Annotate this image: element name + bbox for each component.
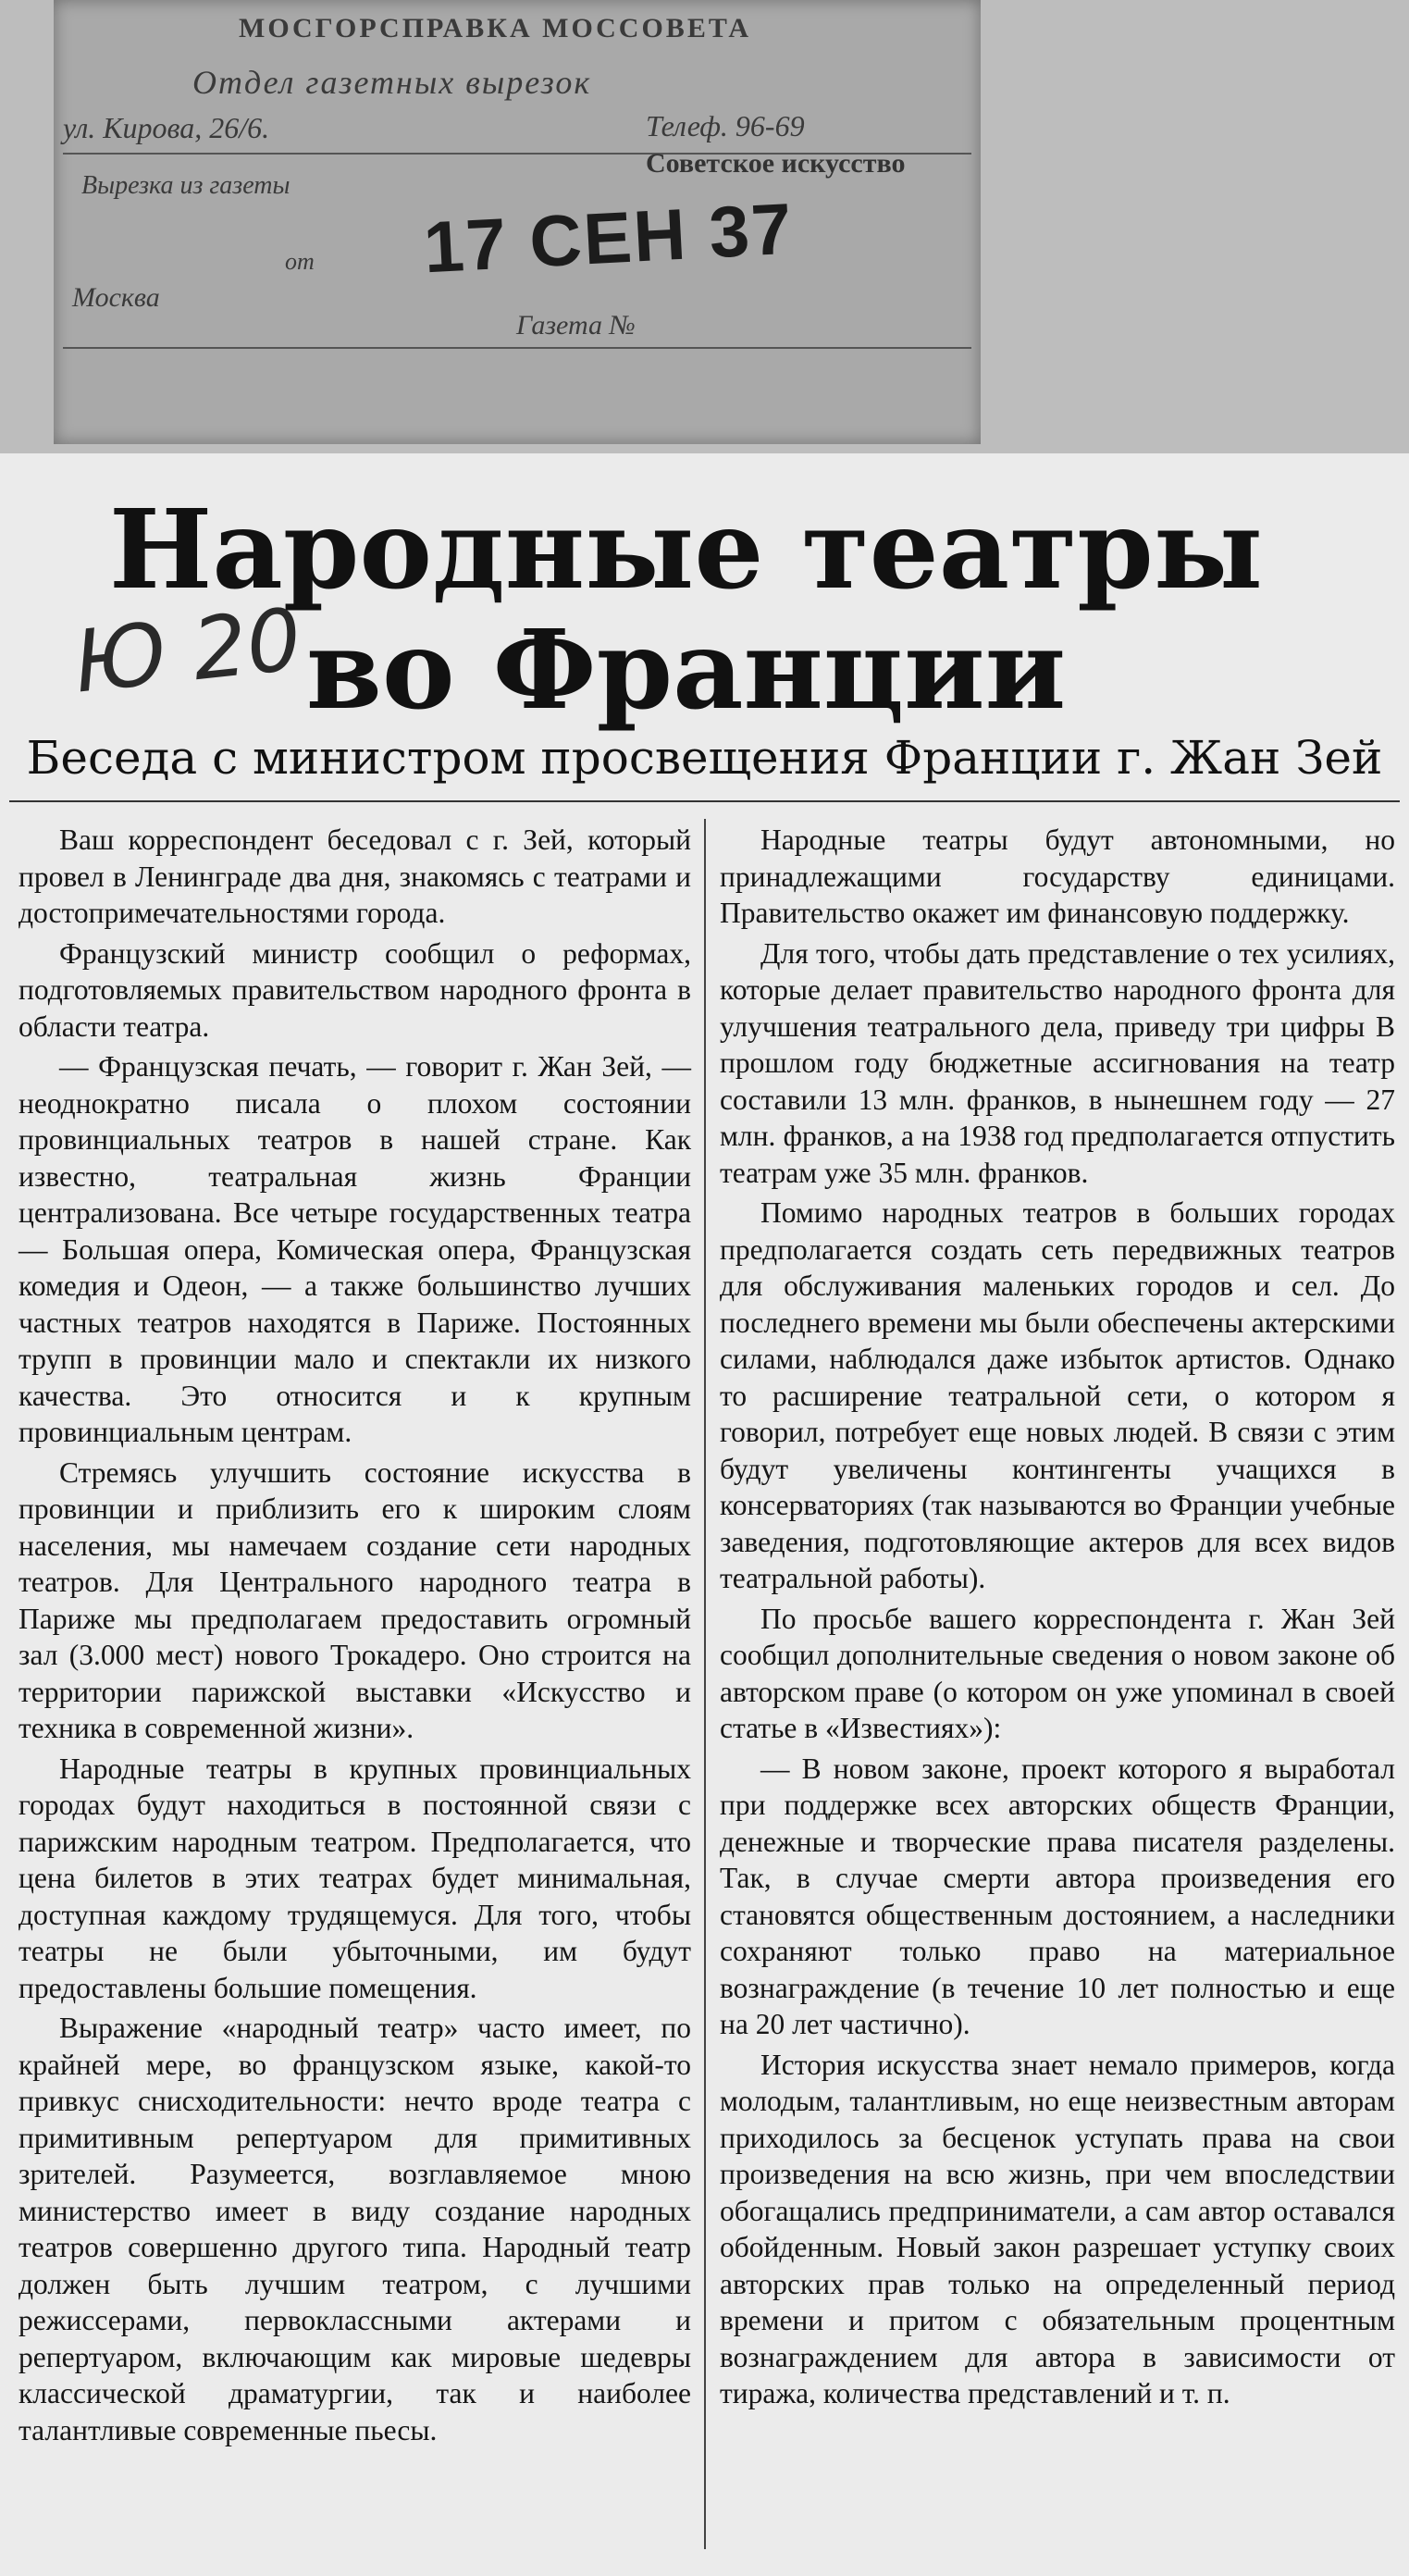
slip-newspaper-name: Советское искусство xyxy=(646,148,906,179)
slip-address: ул. Кирова, 26/6. xyxy=(63,111,270,144)
slip-city: Москва xyxy=(72,282,160,313)
subtitle-rule xyxy=(9,800,1400,802)
slip-from-label: от xyxy=(285,248,315,275)
paragraph: — Французская печать, — говорит г. Жан Зей, — неоднократно писала о плохом состоянии провинциальных театров в нашей стране. Как известно, театральная жизнь Франции централизована. Все четыре государственных театра — Большая опера, Комическая опера, Французская комедия и Одеон, — а также большинство лучших частных театров находятся в Париже. Постоянных трупп в провинции мало и спектакли их низкого качества. Это относится и к крупным провинциальным центрам. xyxy=(19,1050,691,1448)
slip-phone: Телеф. 96-69 xyxy=(646,109,805,142)
paragraph: — В новом законе, проект которого я выработал при поддержке всех авторских обществ Франции, денежные и творческие права писателя разделены. Так, в случае смерти автора произведения его становятся общественным достоянием, а наследники сохраняют только право на материальное вознаграждение (в течение 10 лет полностью и еще на 20 лет частично). xyxy=(720,1752,1395,2040)
slip-gazette-number: Газета № xyxy=(516,310,636,341)
date-stamp: 17 СЕН 37 xyxy=(421,187,796,289)
headline-line-2: во Франции xyxy=(305,605,1067,734)
slip-department: Отдел газетных вырезок xyxy=(192,64,592,101)
slip-organization: МОСГОРСПРАВКА МОССОВЕТА xyxy=(239,13,752,43)
column-divider xyxy=(704,819,706,2549)
slip-divider xyxy=(63,347,971,349)
headline-line-1: Народные театры xyxy=(108,485,1264,613)
newspaper-clipping xyxy=(0,453,1409,2576)
clipping-service-slip xyxy=(54,0,981,444)
paragraph: Помимо народных театров в больших городах предполагается создать сеть передвижных театров для обслуживания маленьких городов и сел. До последнего времени мы были обеспечены актерскими силами, наблюдался даже избыток артистов. Однако то расширение театральной сети, о котором я говорил, потребует еще новых людей. В связи с этим будут увеличены контингенты учащихся в консерваториях (так называются во Франции учебные заведения, подготовляющие актеров для всех видов театральной работы). xyxy=(720,1196,1395,1594)
article-subtitle: Беседа с министром просвещения Франции г. Жан Зей xyxy=(26,731,1383,785)
paragraph: Выражение «народный театр» часто имеет, по крайней мере, во французском языке, какой-то привкус снисходительности: нечто вроде театра с примитивным репертуаром для примитивных зрителей. Разумеется, возглавляемое мною министерство имеет в виду создание народных театров совершенно другого типа. Народный театр должен быть лучшим театром, с лучшими режиссерами, первоклассными актерами и репертуаром, включающим как мировые шедевры классической драматургии, так и наиболее талантливые современные пьесы. xyxy=(19,2012,691,2446)
paragraph: Стремясь улучшить состояние искусства в провинции и приблизить его к широким слоям населения, мы намечаем создание сети народных театров. Для Центрального народного театра в Париже мы предполагаем предоставить огромный зал (3.000 мест) нового Трокадеро. Оно строится на территории парижской выставки «Искусство и техника в современной жизни». xyxy=(19,1455,691,1744)
paragraph: Французский министр сообщил о реформах, подготовляемых правительством народного фронта в области театра. xyxy=(19,936,691,1043)
paragraph: Ваш корреспондент беседовал с г. Зей, который провел в Ленинграде два дня, знакомясь с театрами и достопримечательностями города. xyxy=(19,824,691,929)
paragraph: Народные театры будут автономными, но принадлежащими государству единицами. Правительство окажет им финансовую поддержку. xyxy=(720,824,1395,929)
slip-extract-label: Вырезка из газеты xyxy=(81,171,290,200)
left-column xyxy=(19,822,691,2452)
paragraph: История искусства знает немало примеров, когда молодым, талантливым, но еще неизвестным авторам приходилось за бесценок уступать права на свои произведения на всю жизнь, при чем впоследствии обогащались предприниматели, а сам автор оставался обойденным. Новый закон разрешает уступку своих авторских прав только на определенный период времени и притом с обязательным процентным вознаграждением для автора в зависимости от тиража, количества представлений и т. п. xyxy=(720,2048,1395,2409)
paragraph: По просьбе вашего корреспондента г. Жан Зей сообщил дополнительные сведения о новом законе об авторском праве (о котором он уже упоминал в своей статье в «Известиях»): xyxy=(720,1602,1395,1744)
right-column xyxy=(720,822,1395,2416)
paragraph: Народные театры в крупных провинциальных городах будут находиться в постоянной связи с парижским народным театром. Предполагается, что цена билетов в этих театрах будет минимальная, доступная каждому трудящемуся. Для того, чтобы театры не были убыточными, им будут предоставлены большие помещения. xyxy=(19,1752,691,2004)
handwritten-note: Ю 20 xyxy=(69,589,306,712)
paragraph: Для того, чтобы дать представление о тех усилиях, которые делает правительство народного фронта для улучшения театрального дела, приведу три цифры В прошлом году бюджетные ассигнования на театр составили 13 млн. франков, в нынешнем году — 27 млн. франков, а на 1938 год предполагается отпустить театрам уже 35 млн. франков. xyxy=(720,936,1395,1189)
